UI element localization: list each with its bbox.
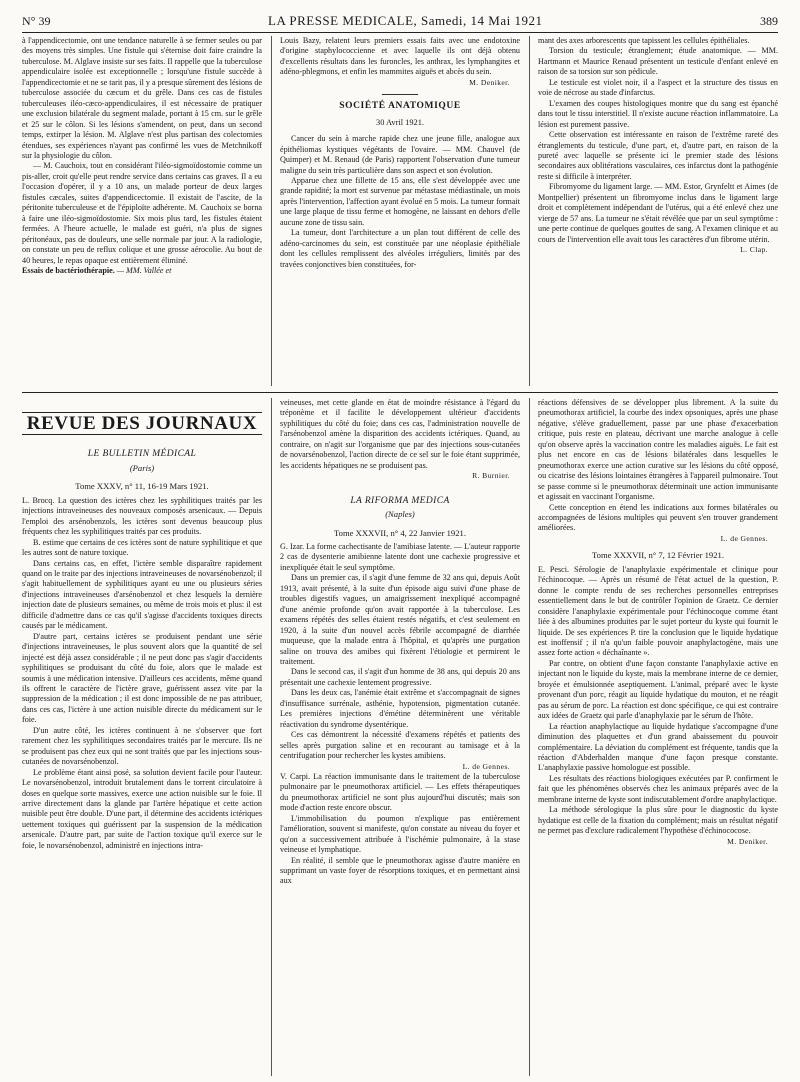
top-left-column [22,36,262,386]
paragraph: Dans certains cas, en effet, l'ictère semble disparaître rapidement quand on le traite par des injections intraveineuses de novarsénobenzol; il s'agit habituellement de syphilitiques ayant eu une ou plusieurs séries d'injections intraveineuses d'arsénobenzol et chez lesquels la dernière injection date de plusieurs semaines, ou même de trois mois et plus: il est difficile d'admettre dans ce cas qu'il s'agisse d'accidents toxiques directs causés par le médicament. [22,558,262,631]
paragraph: Dans les deux cas, l'anémie était extrême et s'accompagnait de signes d'insuffisance surrénale, asthénie, hypotension, pigmentation cutanée. Les premières injections d'émétine déterminèrent une véritable réactivation du syndrome dysentérique. [280,688,520,729]
paragraph: Fibromyome du ligament large. — MM. Estor, Grynfeltt et Aimes (de Montpellier) présentent un fibromyome inclus dans le ligament large droit et complètement indépendant de l'utérus, qui a été enlevé chez une vierge de 57 ans. La tumeur ne s'était révélée que par un seul symptôme : une perte continue de quelques gouttes de sang. A l'examen clinique et au cours de l'intervention elle avait tous les caractères d'un fibrome utérin. [538,182,778,244]
paragraph: Cancer du sein à marche rapide chez une jeune fille, analogue aux épithéliomas kystiques végétants de l'ovaire. — MM. Chauvel (de Quimper) et M. Renaud (de Paris) rapportent l'observation d'une tumeur maligne du sein très particulière dans son aspect et son évolution. [280,134,520,175]
top-right-column [538,36,778,386]
journal-title: LA PRESSE MEDICALE, Samedi, 14 Mai 1921 [268,13,543,28]
paragraph: D'autre part, certains ictères se produisent pendant une série d'injections intraveineuses, le plus souvent alors que la quantité de sel injecté est déjà assez considérable ; il ne peut donc pas s'agir d'accidents syphilitiques se produisant du côté du foie, alors que le malade est soumis à une médication intensive. D'ailleurs ces accidents, même quand ils offrent le caractère de l'ictère grave, guérissent assez vite par la suppression de la médication ; il est donc impossible de ne pas attribuer, dans ces cas, l'ictère à une action nuisible directe du médicament sur le foie. [22,631,262,725]
bottom-right-column [538,398,778,1076]
paragraph: La méthode sérologique la plus sûre pour le diagnostic du kyste hydatique est celle de la fixation du complément; mais un résultat négatif ne permet pas d'exclure radicalement l'hypothèse d'échinococose. [538,805,778,836]
journal-city: (Naples) [385,509,415,520]
page-header [22,10,778,33]
paragraph: Dans un premier cas, il s'agit d'une femme de 32 ans qui, depuis Août 1913, avait présenté, à la suite d'un épisode aigu suivi d'une phase de troubles digestifs vagues, un amaigrissement inexpliqué accompagné d'une anémie profonde qu'on avait rapportée à la tuberculose. Les examens répétés des selles étaient restés négatifs, et c'est seulement en 1920, à la suite d'un nouvel accès fébrile accompagné de diarrhée muqueuse, que la malade entra à l'hôpital, et qu'après une purgation saline on trouva des amibes qui fixèrent l'étiologie et permirent le traitement. [280,573,520,666]
issue-info: Tome XXXVII, n° 4, 22 Janvier 1921. [334,527,466,538]
signature: M. Deniker. [727,836,768,846]
paragraph: Cette observation est intéressante en raison de l'extrême rareté des étranglements du testicule, d'une part, et, d'autre part, en raison de la pureté avec laquelle se présente ici le premier stade des lésions secondaires aux oblitérations vasculaires, ces infarctus dont la pathogénie reste si difficile à interpréter. [538,130,778,181]
signature: R. Burnier. [472,471,510,481]
bottom-middle-column [280,398,520,1076]
column-divider [529,398,530,1076]
column-divider [271,36,272,386]
issue-info: Tome XXXVII, n° 7, 12 Février 1921. [592,550,724,561]
journal-name: LE BULLETIN MÉDICAL [87,449,197,460]
paragraph: L'immobilisation du poumon n'explique pas entièrement l'amélioration, souvent si manifeste, qu'on constate au niveau du foyer et qu'on a successivement attribuée à l'ischémie pulmonaire, à la stase veineuse et lymphatique. [280,813,520,855]
section-separator [22,392,778,393]
paragraph: Louis Bazy, relatent leurs premiers essais faits avec une endotoxine d'origine staphylococcienne et avec laquelle ils ont déjà obtenu d'excellents résultats dans les furoncles, les anthrax, les lymphangites et adéno-phlegmons, et enfin les mammites aiguës et abcès du sein. [280,36,520,77]
paragraph: Le problème étant ainsi posé, sa solution devient facile pour l'auteur. Le novarsénobenzol, introduit brutalement dans le torrent circulatoire à doses en quelque sorte massives, exerce une action nuisible sur le foie. Il arrive directement dans la glande par l'artère hépatique et cette action nuisible peut être double. D'une part, il détermine des accidents ictériques uettement toxiques qui guérissent par la suspension de la médication arsenicale. D'autre part, par suite de l'action toxique qu'il exerce sur le foie, le novarsénobenzol, administré en injections intra- [22,767,262,850]
section-heading: SOCIÉTÉ ANATOMIQUE [339,101,461,112]
paragraph: Cette conception en étend les indications aux formes bilatérales ou accompagnées de lésions multiples qui peuvent s'en trouver grandement améliorées. [538,502,778,533]
paragraph: L. Brocq. La question des ictères chez les syphilitiques traités par les injections intraveineuses des nouveaux composés arsenicaux. — Depuis l'emploi des arsénobenzols, les ictères sont devenus beaucoup plus fréquents chez les syphilitiques traités par ces produits. [22,495,262,537]
article-title: Essais de bactériothérapie. [22,265,115,275]
signature: L. de Gennes. [720,533,768,543]
paragraph: D'un autre côté, les ictères continuent à ne s'observer que fort rarement chez les syphilitiques secondaires traités par le mercure. Ils ne se produisent pas chez eux qui ne sont traités que par les injections sous-cutanées de novarsénobenzol. [22,725,262,767]
paragraph: L'examen des coupes histologiques montre que du sang est épanché dans tout le tissu interstitiel. Il n'existe aucune réaction inflammatoire. La lésion est purement passive. [538,98,778,129]
paragraph: Apparue chez une fillette de 15 ans, elle s'est développée avec une grande rapidité; la mort est survenue par métastase médiastinale, un mois après l'intervention, l'affection ayant évolué en 5 mois. La tumeur formait une large plaque de tissu ferme et homogène, ne laissant en dehors d'elle aucune zone de tissu sain. [280,175,520,227]
paragraph: Par contre, on obtient d'une façon constante l'anaphylaxie active en injectant non le liquide du kyste, mais la membrane interne de ce dernier, broyée et émulsionnée aseptiquement. L'animal, préparé avec le kyste provenant d'un porc, réagit au liquide hydatique du mouton, et ne réagit pas au sérum de porc. La réaction est donc spécifique, ce qui est contraire aux idées de Graetz qui parle d'anaphylaxie par le sérum de l'hôte. [538,658,778,721]
top-middle-column [280,36,520,386]
journal-name: LA RIFORMA MEDICA [350,495,450,506]
paragraph: B. estime que certains de ces ictères sont de nature syphilitique et que les autres sont de nature toxique. [22,537,262,558]
paragraph: réactions défensives de se développer plus librement. A la suite du pneumothorax artificiel, la courbe des index opsoniques, après une phase négative, s'élève graduellement, passe par une phase d'exacerbation critique, puis reste en plateau, décrivant une marche analogue à celle qu'on observe après la vaccination contre les maladies aiguës. Le fait est plus net encore en cas de lésions bilatérales dans lesquelles le pneumothorax exerce une action curative sur les lésions du côté opposé, ou cicatrise des lésions lointaines étrangères à l'appareil pulmonaire. Tout se passe comme si le pneumothorax déterminait une action immunisante et agissait en vaccinant l'organisme. [538,398,778,502]
paragraph: — M. Cauchoix, tout en considérant l'iléo-sigmoïdostomie comme un pis-aller, croit qu'elle peut rendre service dans certains cas graves. Il a eu l'occasion d'opérer, il y a 10 ans, un malade porteur de deux larges fistules cæcales, suites d'appendicectomie. Il existait de l'ascite, de la péritonite tuberculeuse et de l'épiploïte adhérente. M. Cauchoix se borna à faire une iléo-sigmoïdostomie. Six mois plus tard, les fistules étaient fermées. A l'heure actuelle, le malade est guéri, n'a plus de signes péritonéaux, pas de douleurs, une selle normale par jour. A la radiologie, on constate un peu de reflux colique et une grosse aérocolie. Au bout de 40 heures, le repas opaque est entièrement éliminé. [22,161,262,265]
signature: M. Deniker. [469,77,510,87]
paragraph: Dans le second cas, il s'agit d'un homme de 38 ans, qui depuis 20 ans présentait une cachexie lentement progressive. [280,667,520,687]
paragraph: à l'appendicectomie, ont une tendance naturelle à se fermer seules ou par des moyens très simples. Une fistule qui s'éternise doit faire craindre la tuberculose. M. Alglave insiste sur ses faits. Il rappelle que la tuberculose appendiculaire isolée est exceptionnelle ; lorsqu'une fistule succède à l'appendicectomie et ne se tarit pas, il y a presque sûrement des lésions de tuberculose associée du cæcum et du grêle. Dans ces cas de fistules tuberculeuses iléo-cæco-appendiculaires, il est nécessaire de pratiquer une exclusion bilatérale du segment malade, portant à 15 cm. sur le grêle et 25 sur le côlon. Si les lésions s'amendent, on peut, dans un second temps, extirper la lésion. M. Alglave n'est plus partisan des colectomies étendues, ses expériences n'ayant pas confirmé les vues de Metchnikoff sur la physiologie du côlon. [22,36,262,160]
folio: 389 [759,13,778,28]
paragraph: mant des axes arborescents que tapissent les cellules épithéliales. [538,36,750,45]
signature: L. de Gennes. [462,761,510,771]
paragraph: Torsion du testicule; étranglement; étude anatomique. — MM. Hartmann et Maurice Renaud présentent un testicule d'enfant enlevé en raison de sa torsion sur son pédicule. [538,46,778,77]
article-authors: — MM. Vallée et [116,265,172,275]
page-number: N° 39 [22,13,51,28]
paragraph: La réaction anaphylactique au liquide hydatique s'accompagne d'une diminution des plaquettes et d'un grand abaissement du pouvoir complémentaire. La déviation du complément est fréquente, tandis que la réaction d'Abderhalden manque d'une façon presque constante. L'anaphylaxie passive homologue est possible. [538,721,778,773]
paragraph: Ces cas démontrent la nécessité d'examens répétés et patients des selles après purgation saline et en recourant au tamisage et à la centrifugation pour rechercher les kystes amibiens. [280,730,520,761]
paragraph [22,266,262,276]
issue-info: Tome XXXV, n° 11, 16-19 Mars 1921. [75,481,209,492]
section-title: REVUE DES JOURNAUX [22,412,262,435]
paragraph: En réalité, il semble que le pneumothorax agisse d'autre manière en supprimant un vaste foyer de résorptions toxiques, et en permettant ainsi aux [280,855,520,886]
bottom-left-column [22,398,262,1076]
paragraph: veineuses, met cette glande en état de moindre résistance à l'égard du tréponème et il facilite le développement ultérieur d'accidents syphilitiques du côté du foie; dans ces cas, l'administration nouvelle de l'arsénobenzol amène la disparition des accidents ictériques. Quand, au contraire, on n'agit sur l'organisme que par des injections sous-cutanées de novarsénobenzol, l'action directe de ce sel sur le foie étant supprimée, les accidents hépatiques ne se produisent pas. [280,398,520,470]
paragraph: E. Pesci. Sérologie de l'anaphylaxie expérimentale et clinique pour l'échinocoque. — Après un résumé de l'état actuel de la question, P. donne le compte rendu de ses recherches personnelles entreprises essentiellement dans le but de contrôler l'opinion de Graetz. Ce dernier considère l'anaphylaxie expérimentale pour l'échinocoque comme étant liée à des albumines produites par le sujet porteur du kyste qui fournit le liquide. De ses expériences P. tire la conclusion que le liquide hydatique est inoffensif ; il n'a qu'un faible pouvoir anaphylactogène, mais une assez forte action « déchaînante ». [538,564,778,658]
paragraph: Les résultats des réactions biologiques exécutées par P. confirment le fait que les phénomènes observés chez les animaux préparés avec de la membrane interne de kyste sont indiscutablement d'ordre anaphylactique. [538,773,778,804]
column-divider [529,36,530,386]
paragraph: V. Carpi. La réaction immunisante dans le traitement de la tuberculose pulmonaire par le pneumothorax artificiel. — Les effets thérapeutiques du pneumothorax artificiel ne sont plus aujourd'hui discutés; mais son mode d'action reste encore obscur. [280,771,520,813]
paragraph: Le testicule est violet noir, il a l'aspect et la structure des tissus en voie de nécrose au stade d'infarctus. [538,77,778,98]
session-date: 30 Avril 1921. [376,117,424,127]
column-divider [271,398,272,1076]
divider [382,94,418,95]
paragraph: G. Izar. La forme cachectisante de l'amibiase latente. — L'auteur rapporte 2 cas de dysenterie amibienne latente dont une cachexie progressive et inexpliquée était le seul symptôme. [280,541,520,572]
paragraph: La tumeur, dont l'architecture a un plan tout différent de celle des adéno-carcinomes du sein, est constituée par une néoplasie épithéliale dont les cellules remplissent des alvéoles irréguliers, limités par des travées conjonctives bien constituées, for- [280,228,520,269]
journal-city: (Paris) [129,462,155,473]
signature: L. Clap. [740,245,768,255]
